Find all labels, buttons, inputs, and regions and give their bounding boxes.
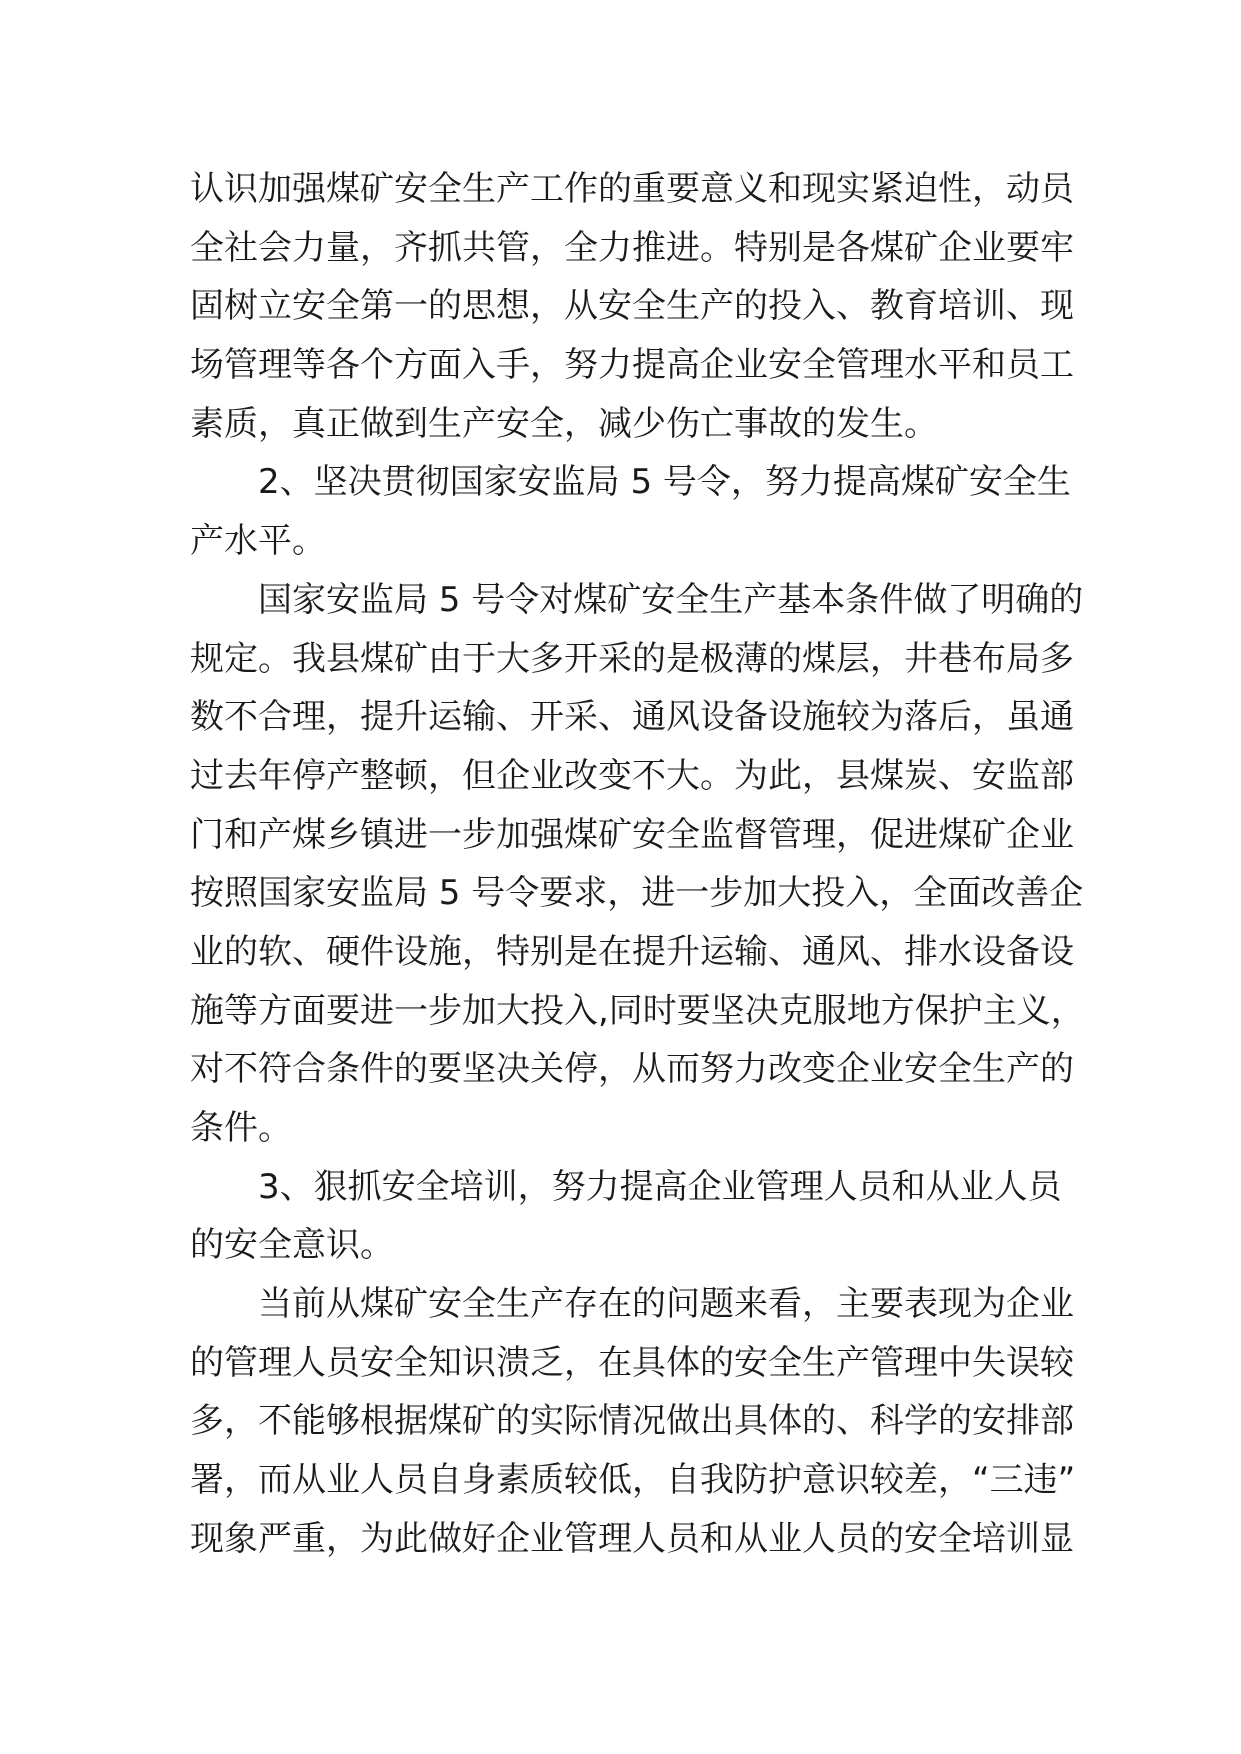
paragraph — [190, 571, 1085, 1158]
document-body — [190, 160, 1085, 1569]
text-line: 当前从煤矿安全生产存在的问题来看，主要表现为企业 — [258, 1284, 1074, 1325]
text-line: 产水平。 — [190, 521, 326, 562]
text-line: 施等方面要进一步加大投入,同时要坚决克服地方保护主义， — [190, 990, 1085, 1031]
text-line: 多，不能够根据煤矿的实际情况做出具体的、科学的安排部 — [190, 1401, 1074, 1442]
text-line: 认识加强煤矿安全生产工作的重要意义和现实紧迫性，动员 — [190, 169, 1074, 209]
text-line: 署，而从业人员自身素质较低，自我防护意识较差，“三违” — [190, 1460, 1076, 1501]
paragraph — [190, 1275, 1076, 1568]
text-line: 条件。 — [190, 1108, 292, 1148]
text-line: 的安全意识。 — [190, 1225, 394, 1266]
paragraph — [190, 160, 1074, 453]
text-line: 的管理人员安全知识溃乏，在具体的安全生产管理中失误较 — [190, 1342, 1074, 1383]
text-line: 固树立安全第一的思想，从安全生产的投入、教育培训、现 — [190, 286, 1074, 327]
text-line: 现象严重，为此做好企业管理人员和从业人员的安全培训显 — [190, 1518, 1074, 1559]
text-line: 3、狠抓安全培训，努力提高企业管理人员和从业人员 — [258, 1166, 1062, 1207]
text-line: 数不合理，提升运输、开采、通风设备设施较为落后，虽通 — [190, 697, 1074, 738]
text-line: 业的软、硬件设施，特别是在提升运输、通风、排水设备设 — [190, 931, 1074, 972]
text-line: 过去年停产整顿，但企业改变不大。为此，县煤炭、安监部 — [190, 755, 1074, 796]
text-line: 2、坚决贯彻国家安监局 5 号令，努力提高煤矿安全生 — [258, 462, 1071, 503]
text-line: 场管理等各个方面入手，努力提高企业安全管理水平和员工 — [190, 345, 1074, 386]
text-line: 按照国家安监局 5 号令要求，进一步加大投入，全面改善企 — [190, 873, 1084, 914]
text-line: 全社会力量，齐抓共管，全力推进。特别是各煤矿企业要牢 — [190, 227, 1074, 268]
text-line: 门和产煤乡镇进一步加强煤矿安全监督管理，促进煤矿企业 — [190, 814, 1074, 855]
text-line: 国家安监局 5 号令对煤矿安全生产基本条件做了明确的 — [258, 579, 1084, 620]
text-line: 素质，真正做到生产安全，减少伤亡事故的发生。 — [190, 403, 938, 444]
document-page — [190, 160, 1085, 1569]
text-line: 规定。我县煤矿由于大多开采的是极薄的煤层，井巷布局多 — [190, 638, 1074, 679]
paragraph — [190, 1158, 1062, 1275]
text-line: 对不符合条件的要坚决关停，从而努力改变企业安全生产的 — [190, 1049, 1074, 1090]
paragraph — [190, 453, 1071, 570]
